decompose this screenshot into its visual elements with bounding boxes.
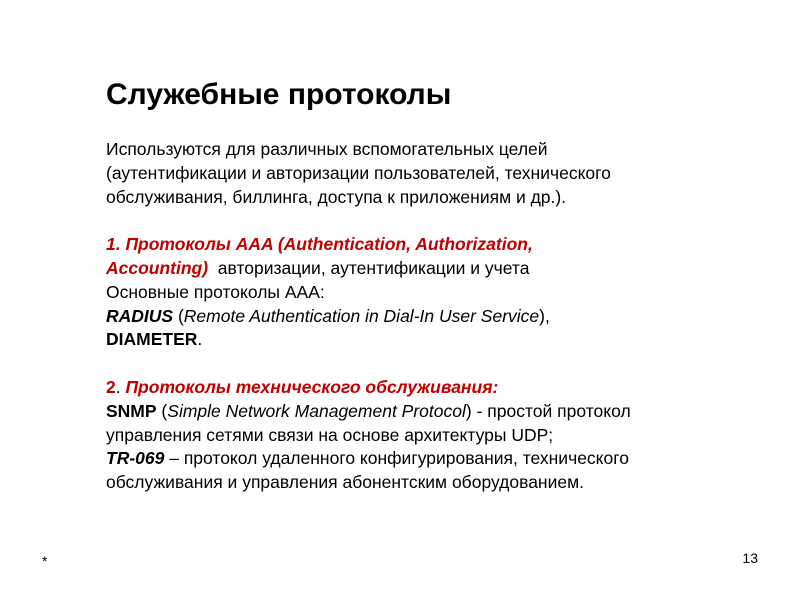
snmp-open: ( [156,400,168,421]
radius-full-name: Remote Authentication in Dial-In User Service [183,305,540,326]
section2-heading [106,376,766,400]
radius-open: ( [173,305,184,326]
snmp-full-name: Simple Network Management Protocol [167,400,466,421]
spacer [106,352,766,376]
spacer [106,209,766,233]
intro-line-3: обслуживания, биллинга, доступа к приложениям и др.). [106,186,567,207]
radius-name: RADIUS [106,305,174,326]
section1-basic-protocols: Основные протоколы AAA: [106,281,325,302]
section1-heading-description: авторизации, аутентификации и учета [208,257,530,278]
intro-line-1: Используются для различных вспомогательных целей [106,139,548,159]
section1-heading-line1: 1. Протоколы AAA (Authentication, Authorization, [106,234,533,255]
radius-close: ), [539,305,550,326]
radius-line [106,305,766,329]
tr069-rest: – протокол удаленного конфигурирования, технического [164,448,629,469]
footer-star: * [42,553,48,569]
snmp-line [106,400,766,424]
slide-body [106,138,766,495]
section1-heading-line2 [106,257,766,281]
snmp-rest: ) - простой протокол [465,400,631,421]
diameter-line [106,328,766,352]
intro-line-2: (аутентификации и авторизации пользователей, технического [106,162,611,183]
section2-heading-dot: . [115,376,121,397]
page-number: 13 [742,550,758,566]
tr069-line [106,447,766,471]
section2-heading-number: 2 [106,376,116,397]
diameter-name: DIAMETER [106,329,198,350]
snmp-name: SNMP [106,400,157,421]
section1-heading-accounting: Accounting) [106,257,209,278]
diameter-end: . [197,329,203,350]
section2-heading-text: Протоколы технического обслуживания: [120,376,499,397]
tr069-name: TR-069 [106,448,165,469]
tr069-line-2: обслуживания и управления абонентским оборудованием. [106,472,584,493]
snmp-line-2: управления сетями связи на основе архитектуры UDP; [106,424,554,445]
slide-title: Служебные протоколы [106,78,452,111]
